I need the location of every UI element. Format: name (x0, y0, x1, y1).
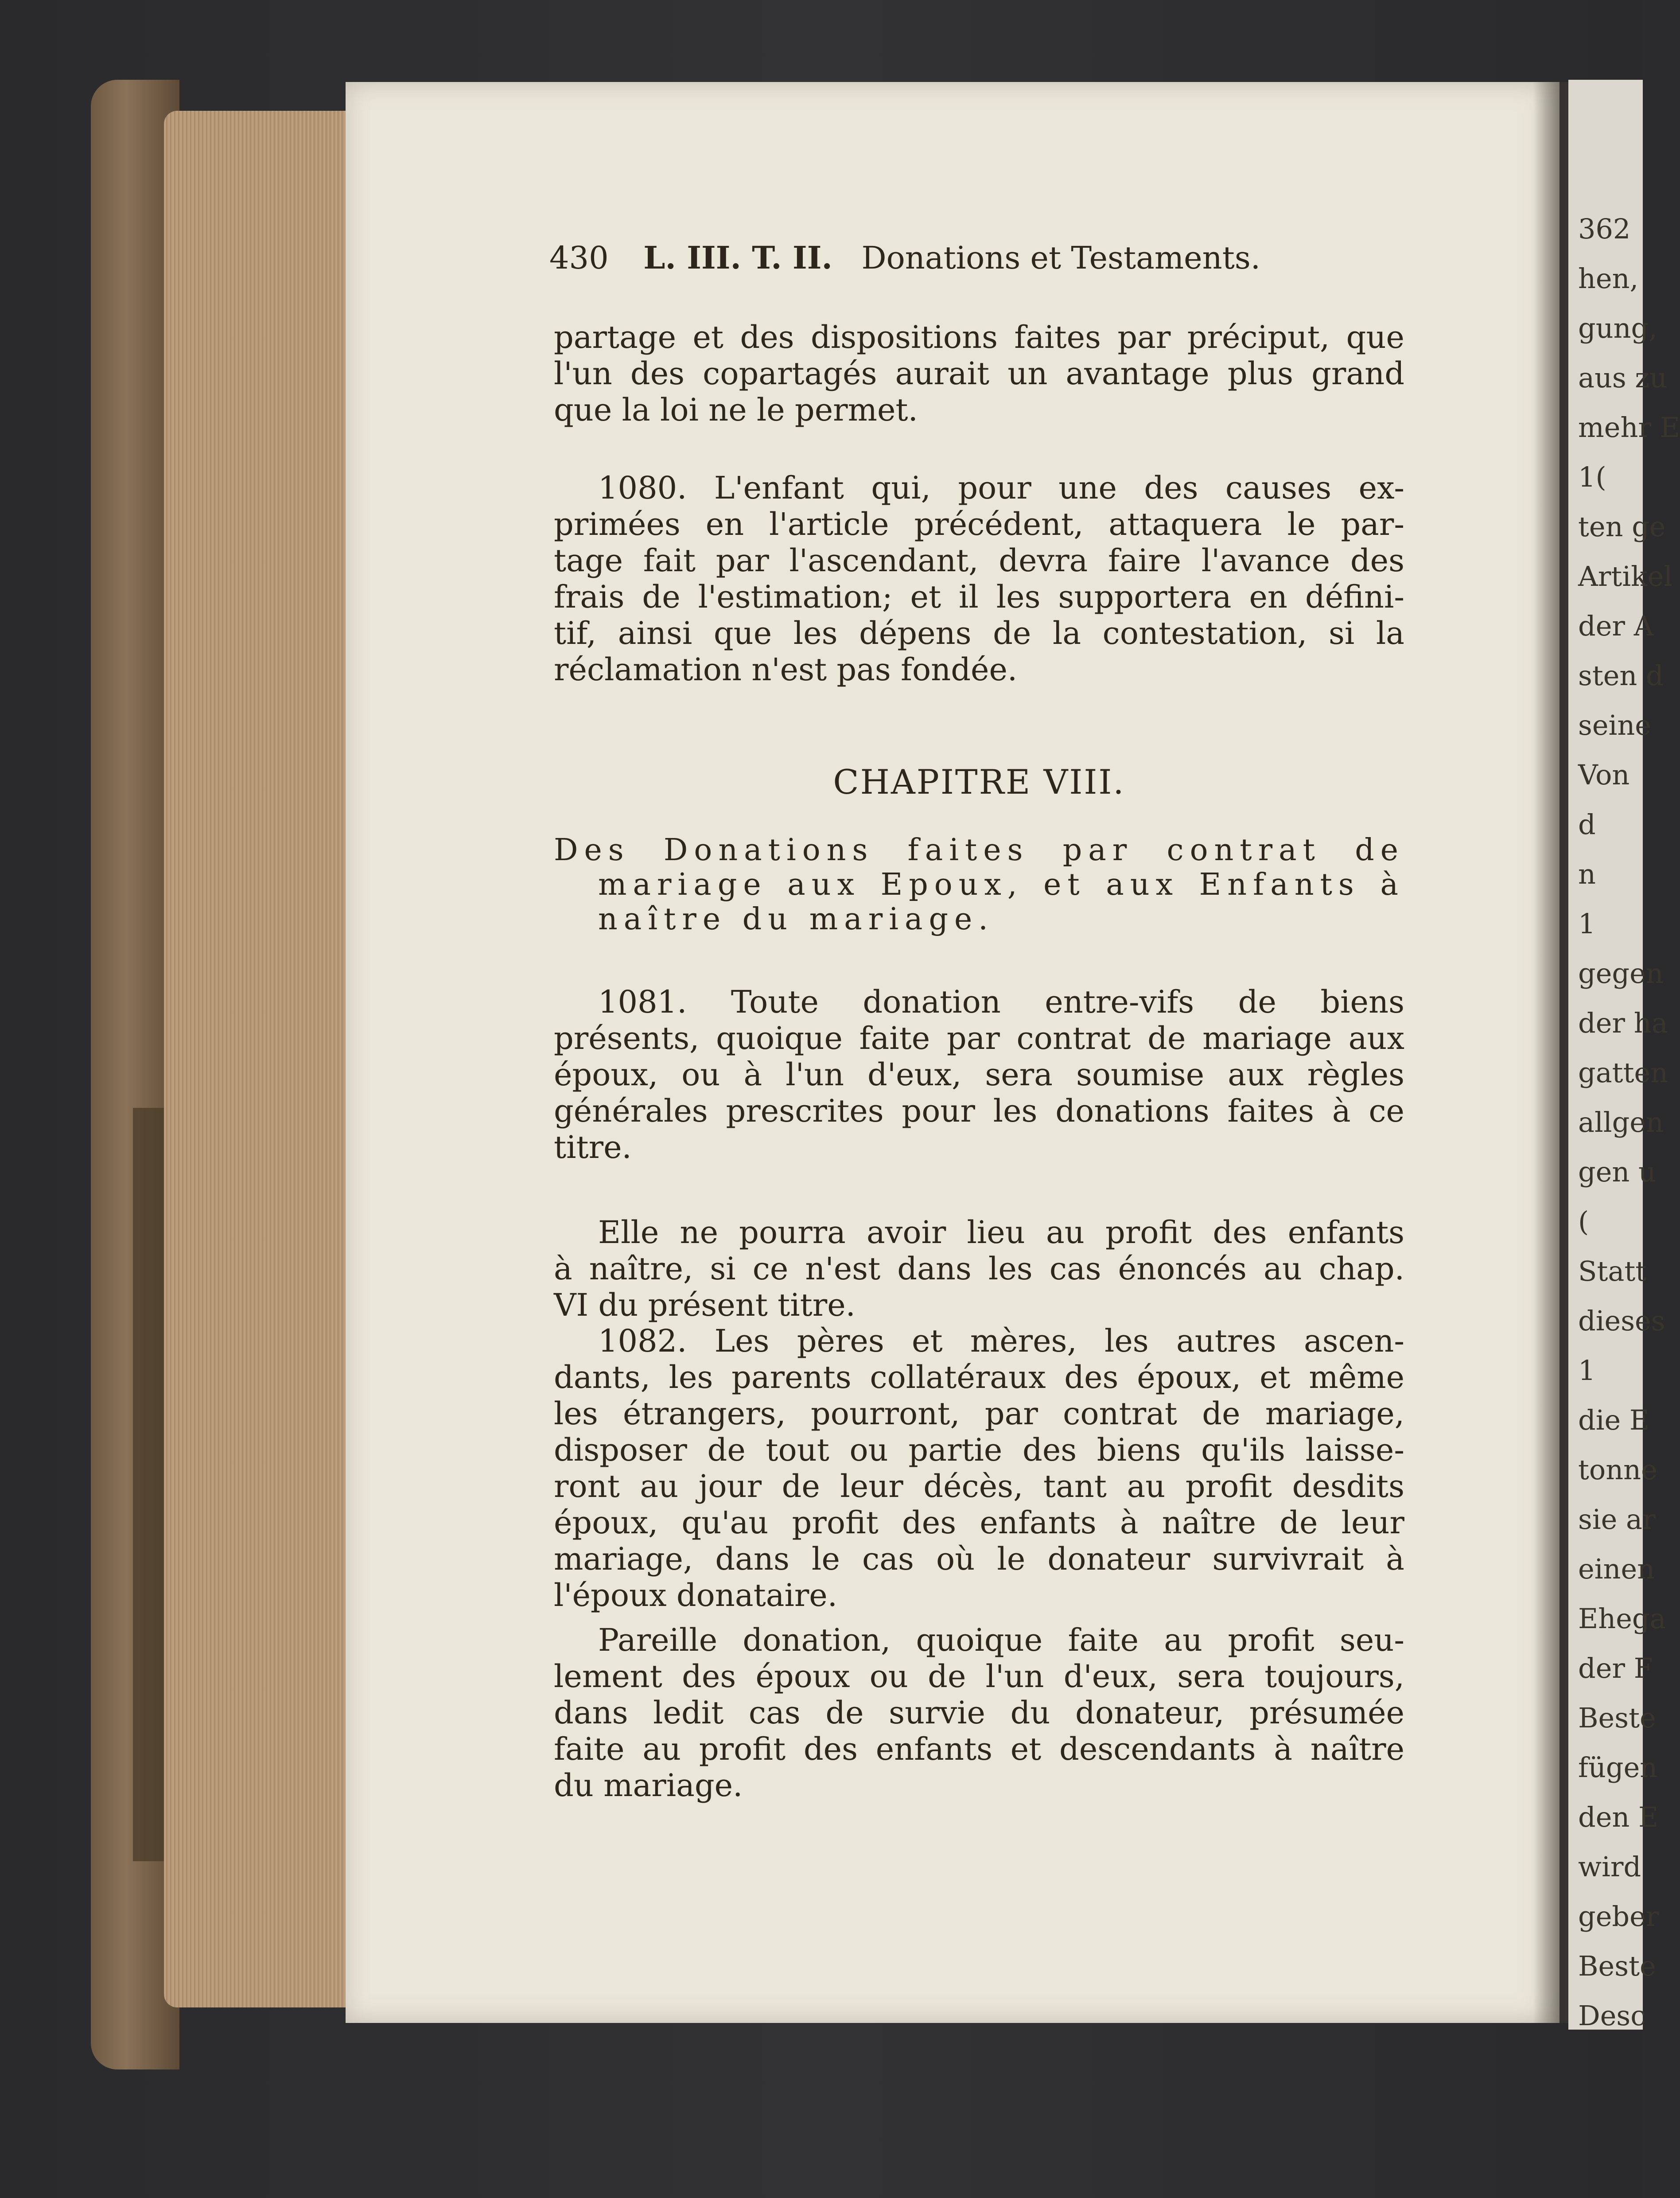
text-line: du mariage. (554, 1767, 743, 1804)
facing-page-line: Ehega (1578, 1602, 1666, 1635)
text-line: 1081. Toute donation entre-vifs de biens (598, 984, 1404, 1020)
text-line: disposer de tout ou partie des biens qu'ils laisse- (554, 1432, 1404, 1468)
running-title: Donations et Testaments. (861, 240, 1260, 276)
facing-page-line: 362 (1578, 213, 1631, 245)
facing-page-line: sten d (1578, 659, 1664, 692)
facing-page-line: ten ge (1578, 511, 1666, 543)
article-1081-continued (554, 1214, 1404, 1323)
facing-page-line: Artikel (1578, 560, 1673, 592)
text-line: réclamation n'est pas fondée. (554, 651, 1018, 688)
text-line: les étrangers, pourront, par contrat de mariage, (554, 1395, 1404, 1432)
text-line: dants, les parents collatéraux des époux, et même (554, 1359, 1404, 1395)
text-line: présents, quoique faite par contrat de mariage aux (554, 1020, 1404, 1056)
facing-page-line: gegen (1578, 957, 1664, 990)
paragraph-continued (554, 319, 1404, 428)
text-line: partage et des dispositions faites par préciput, que (554, 319, 1404, 355)
facing-page-line: 1 (1578, 1354, 1596, 1387)
page-number: 430 (549, 240, 609, 276)
text-line: Pareille donation, quoique faite au profit seu- (598, 1622, 1404, 1658)
facing-page-line: mehr E (1578, 411, 1680, 444)
page-header (549, 239, 1347, 276)
heading-line: mariage aux Epoux, et aux Enfants à (598, 867, 1404, 902)
facing-page-line: hen, (1578, 262, 1639, 295)
facing-page-line: 1 (1578, 908, 1596, 940)
facing-page-line: 1( (1578, 461, 1606, 493)
facing-page-line: sie ar (1578, 1503, 1656, 1535)
text-line: à naître, si ce n'est dans les cas énoncés au chap. (554, 1251, 1404, 1287)
facing-page-line: gen u (1578, 1156, 1656, 1188)
text-line: générales prescrites pour les donations faites à ce (554, 1093, 1404, 1129)
text-line: 1080. L'enfant qui, pour une des causes ex- (598, 470, 1404, 506)
facing-page-line: seine (1578, 709, 1651, 741)
facing-page-line: Statt (1578, 1255, 1647, 1287)
facing-page-line: wird (1578, 1851, 1641, 1883)
text-line: lement des époux ou de l'un d'eux, sera toujours, (554, 1658, 1404, 1695)
text-line: l'un des copartagés aurait un avantage plus grand (554, 355, 1404, 392)
page-gutter (1533, 82, 1568, 2023)
facing-page-line: n (1578, 858, 1596, 890)
chapter-title: CHAPITRE VIII. (833, 762, 1125, 802)
article-1081 (554, 984, 1404, 1165)
facing-page-line: geber (1578, 1900, 1659, 1933)
facing-page-line: aus zu (1578, 362, 1668, 394)
facing-page-line: gatten (1578, 1056, 1668, 1089)
facing-page-line: tonne (1578, 1454, 1657, 1486)
text-line: que la loi ne le permet. (554, 392, 918, 428)
facing-page-line: dieses (1578, 1305, 1665, 1337)
text-line: dans ledit cas de survie du donateur, présumée (554, 1695, 1404, 1731)
article-1080 (554, 470, 1404, 688)
heading-line: naître du mariage. (598, 902, 994, 937)
text-line: l'époux donataire. (554, 1577, 837, 1613)
text-line: ront au jour de leur décès, tant au profit desdits (554, 1468, 1404, 1504)
text-line: faite au profit des enfants et descendants à naître (554, 1731, 1404, 1767)
text-line: frais de l'estimation; et il les supportera en défini- (554, 579, 1404, 615)
page-edges (164, 111, 350, 2007)
text-line: tage fait par l'ascendant, devra faire l'avance des (554, 542, 1404, 579)
chapter-heading (554, 833, 1404, 937)
text-line: primées en l'article précédent, attaquera le par- (554, 506, 1404, 542)
facing-page-line: der A (1578, 610, 1654, 642)
facing-page-line: allgen (1578, 1106, 1664, 1138)
facing-page-line: Von (1578, 759, 1630, 791)
facing-page-line: Desc (1578, 1999, 1646, 2032)
facing-page-line: den E (1578, 1801, 1659, 1833)
heading-line: Des Donations faites par contrat de (554, 833, 1404, 868)
text-line: Elle ne pourra avoir lieu au profit des enfants (598, 1214, 1404, 1251)
facing-page-line: fügen (1578, 1751, 1658, 1784)
facing-page-line: einen (1578, 1553, 1655, 1585)
text-line: tif, ainsi que les dépens de la contestation, si la (554, 615, 1404, 651)
text-line: époux, ou à l'un d'eux, sera soumise aux règles (554, 1056, 1404, 1093)
facing-page-line: der F (1578, 1652, 1653, 1684)
facing-page (1568, 80, 1680, 2032)
text-line: 1082. Les pères et mères, les autres ascen- (598, 1323, 1404, 1359)
text-line: VI du présent titre. (554, 1287, 856, 1323)
facing-page-line: Beste (1578, 1702, 1656, 1734)
facing-page-line: der ha (1578, 1007, 1668, 1039)
book-reference: L. III. T. II. (643, 239, 832, 276)
facing-page-line: d (1578, 808, 1596, 841)
article-1082-continued (554, 1622, 1404, 1804)
facing-page-line: gung, (1578, 312, 1657, 344)
text-line: époux, qu'au profit des enfants à naître de leur (554, 1504, 1404, 1541)
text-line: mariage, dans le cas où le donateur survivrait à (554, 1541, 1404, 1577)
article-1082 (554, 1323, 1404, 1613)
facing-page-line: ( (1578, 1205, 1589, 1238)
text-line: titre. (554, 1129, 632, 1165)
facing-page-line: die E (1578, 1404, 1650, 1436)
facing-page-line: Beste (1578, 1950, 1656, 1982)
